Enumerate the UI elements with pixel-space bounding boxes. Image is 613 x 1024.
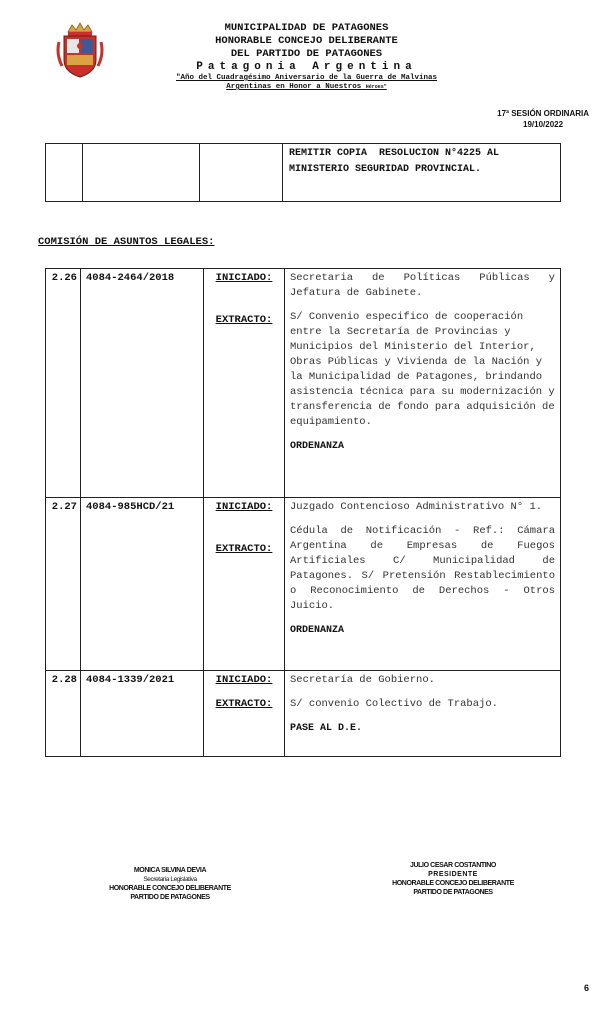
- header-line-3: DEL PARTIDO DE PATAGONES: [230, 48, 383, 60]
- document-header: [0, 22, 613, 92]
- signature-right-role: PRESIDENTE: [428, 871, 478, 878]
- item-labels: [204, 269, 285, 498]
- item-content: [285, 498, 561, 671]
- iniciado-label: INICIADO:: [215, 272, 273, 284]
- item-iniciado: Juzgado Contencioso Administrativo N° 1.: [290, 501, 543, 513]
- signature-left-name: MONICA SILVINA DEVIA: [133, 867, 207, 874]
- session-title: 17ª SESIÓN ORDINARIA: [497, 109, 589, 118]
- item-resolution: ORDENANZA: [290, 625, 345, 636]
- item-iniciado: Secretaria de Políticas Públicas y Jefatura de Gabinete.: [290, 272, 555, 299]
- signature-right-org-1: HONORABLE CONCEJO DELIBERANTE: [392, 880, 514, 887]
- item-extracto: S/ convenio Colectivo de Trabajo.: [290, 698, 498, 710]
- table-row: [46, 269, 561, 498]
- items-table: [45, 268, 561, 757]
- previous-item-table: [45, 143, 561, 202]
- item-extracto: S/ Convenio especifico de cooperación entre la Secretaría de Provincias y Municipios del Ministerio del Interior, Obras Públicas y Vivienda de la Nación y la Municipalidad de Patagones, brindando asistencia técnica para su modernización y transferencia de fondo para adquisición de equipamiento.: [290, 311, 555, 428]
- session-info: [497, 108, 589, 130]
- header-line-4: Patagonia Argentina: [196, 61, 417, 73]
- item-expediente: 4084-985HCD/21: [81, 498, 204, 671]
- item-labels: [204, 498, 285, 671]
- previous-item-text-2: MINISTERIO SEGURIDAD PROVINCIAL.: [289, 164, 482, 175]
- previous-item-number-cell: [46, 144, 83, 202]
- item-number: 2.27: [46, 498, 81, 671]
- previous-item-expediente-cell: [83, 144, 200, 202]
- signature-right: [378, 861, 528, 897]
- signature-left: [95, 866, 245, 902]
- signature-left-org-2: PARTIDO DE PATAGONES: [130, 894, 210, 901]
- item-content: [285, 671, 561, 757]
- item-expediente: 4084-2464/2018: [81, 269, 204, 498]
- extracto-label: EXTRACTO:: [215, 543, 273, 555]
- item-extracto: Cédula de Notificación - Ref.: Cámara Argentina de Empresas de Fuegos Artificiales C/ Municipalidad de Patagones. S/ Pretensión Restablecimiento o Reconocimiento de Derechos - Otros Juicio.: [290, 525, 555, 612]
- previous-item-text-1: REMITIR COPIA RESOLUCION N°4225 AL: [289, 148, 500, 159]
- item-resolution: PASE AL D.E.: [290, 723, 363, 734]
- header-line-1: MUNICIPALIDAD DE PATAGONES: [224, 22, 389, 34]
- header-motto-line-1: "Año del Cuadragésimo Aniversario de la Guerra de Malvinas: [175, 74, 438, 82]
- item-resolution: ORDENANZA: [290, 441, 345, 452]
- header-motto: [0, 74, 613, 92]
- header-line-2: HONORABLE CONCEJO DELIBERANTE: [215, 35, 398, 47]
- item-content: [285, 269, 561, 498]
- signature-left-org-1: HONORABLE CONCEJO DELIBERANTE: [109, 885, 231, 892]
- item-iniciado: Secretaría de Gobierno.: [290, 674, 435, 686]
- table-row: [46, 498, 561, 671]
- extracto-label: EXTRACTO:: [215, 698, 273, 710]
- signature-right-org-2: PARTIDO DE PATAGONES: [413, 889, 493, 896]
- iniciado-label: INICIADO:: [215, 501, 273, 513]
- header-motto-line-2: Argentinas en Honor a Nuestros: [226, 83, 362, 91]
- extracto-label: EXTRACTO:: [215, 314, 273, 326]
- page-number: 6: [583, 983, 589, 993]
- item-number: 2.26: [46, 269, 81, 498]
- item-expediente: 4084-1339/2021: [81, 671, 204, 757]
- section-title: COMISIÓN DE ASUNTOS LEGALES:: [38, 236, 215, 248]
- table-row: [46, 671, 561, 757]
- signature-left-role: Secretaria Legislativa: [143, 876, 197, 883]
- session-date: 19/10/2022: [523, 120, 564, 129]
- item-number: 2.28: [46, 671, 81, 757]
- previous-item-text-cell: [283, 144, 561, 202]
- item-labels: [204, 671, 285, 757]
- header-motto-small: Héroes": [365, 84, 387, 90]
- signature-right-name: JULIO CESAR COSTANTINO: [410, 862, 496, 869]
- previous-item-labels-cell: [200, 144, 283, 202]
- iniciado-label: INICIADO:: [215, 674, 273, 686]
